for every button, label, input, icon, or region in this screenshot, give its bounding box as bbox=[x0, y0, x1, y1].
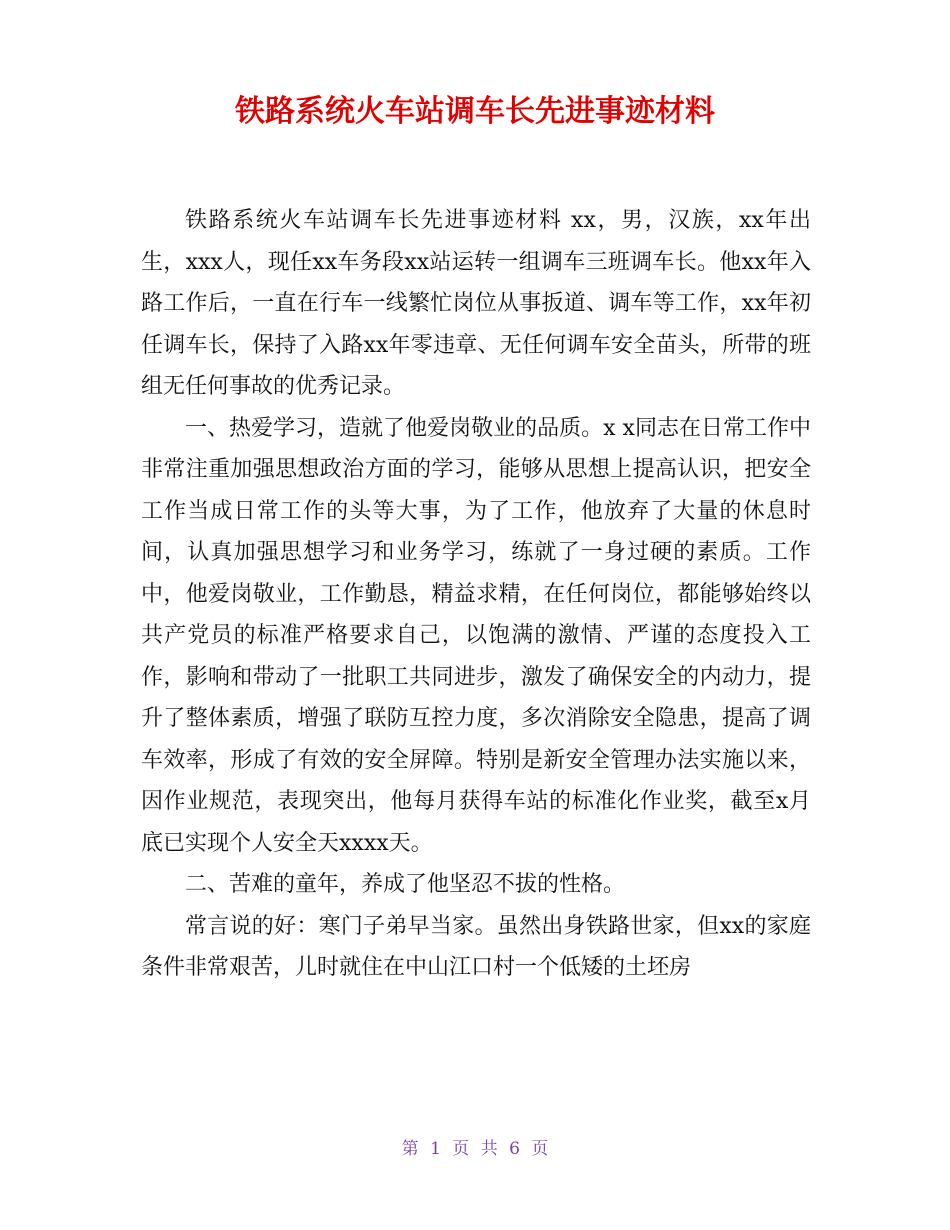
document-body bbox=[141, 200, 811, 989]
paragraph-section-two-body: 常言说的好：寒门子弟早当家。虽然出身铁路世家，但xx的家庭条件非常艰苦，儿时就住在中山江口村一个低矮的土坯房 bbox=[141, 913, 811, 980]
document-title: 铁路系统火车站调车长先进事迹材料 bbox=[235, 94, 715, 129]
paragraph-section-two-heading: 二、苦难的童年，养成了他坚忍不拔的性格。 bbox=[185, 872, 626, 897]
page-footer: 第 1 页 共 6 页 bbox=[401, 1139, 549, 1159]
paragraph-intro: 铁路系统火车站调车长先进事迹材料 xx，男，汉族，xx年出生，xxx人，现任xx车务段xx站运转一组调车三班调车长。他xx年入路工作后，一直在行车一线繁忙岗位从事扳道、调车等工作，xx年初任调车长，保持了入路xx年零违章、无任何调车安全苗头，所带的班组无任何事故的优秀记录。 bbox=[141, 208, 811, 399]
paragraph-section-one: 一、热爱学习，造就了他爱岗敬业的品质。x x同志在日常工作中非常注重加强思想政治方面的学习，能够从思想上提高认识，把安全工作当成日常工作的头等大事，为了工作，他放弃了大量的休息时间，认真加强思想学习和业务学习，练就了一身过硬的素质。工作中，他爱岗敬业，工作勤恳，精益求精，在任何岗位，都能够始终以共产党员的标准严格要求自己，以饱满的激情、严谨的态度投入工作，影响和带动了一批职工共同进步，激发了确保安全的内动力，提升了整体素质，增强了联防互控力度，多次消除安全隐患，提高了调车效率，形成了有效的安全屏障。特别是新安全管理办法实施以来，因作业规范，表现突出，他每月获得车站的标准化作业奖，截至x月底已实现个人安全天xxxx天。 bbox=[141, 415, 811, 856]
